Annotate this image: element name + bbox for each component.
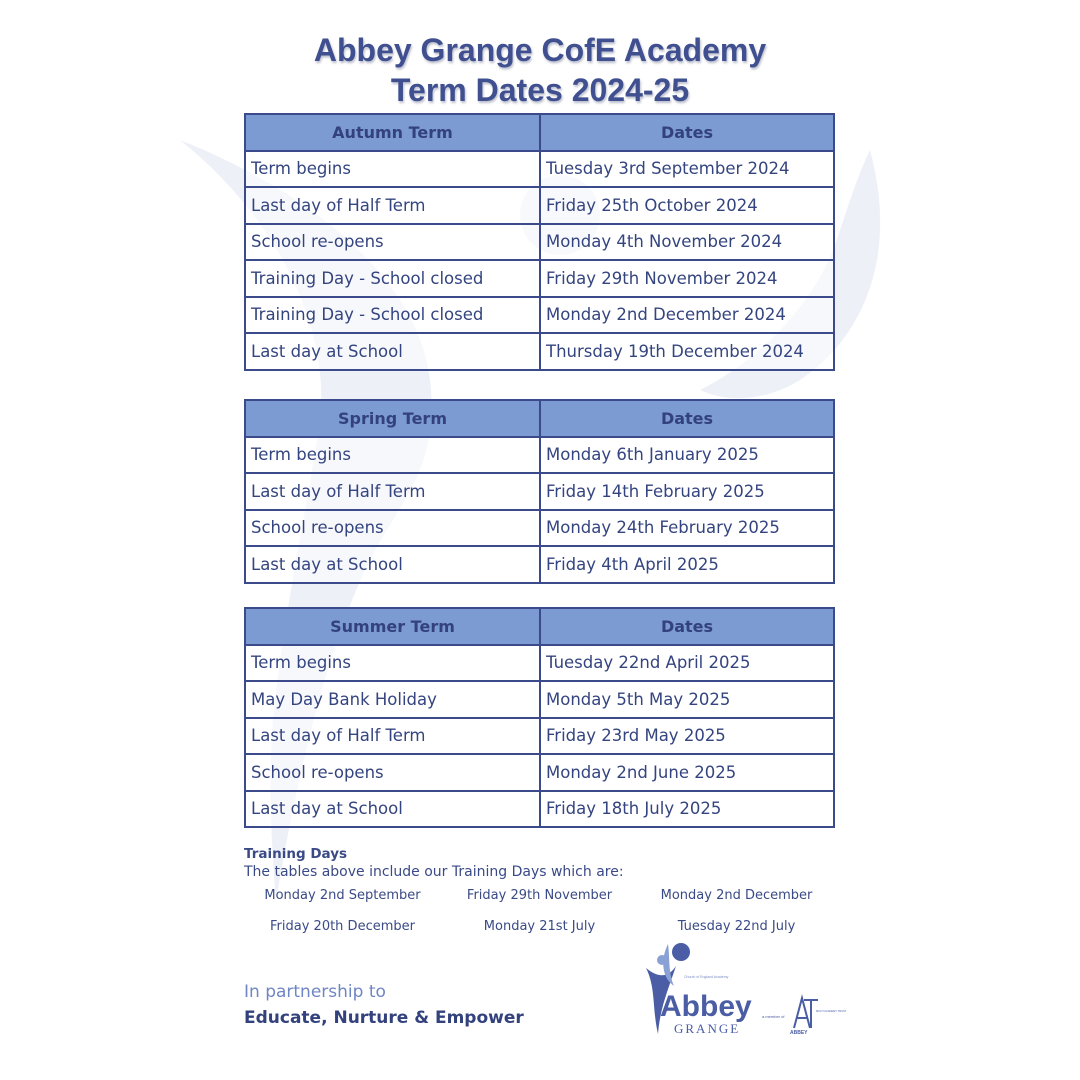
- event-cell: Term begins: [245, 437, 540, 474]
- partnership-text: In partnership to: [244, 982, 386, 1002]
- date-cell: Friday 18th July 2025: [540, 791, 834, 828]
- table-row: [245, 546, 834, 583]
- date-cell: Tuesday 22nd April 2025: [540, 645, 834, 682]
- event-cell: Last day of Half Term: [245, 718, 540, 755]
- training-day: Monday 2nd December: [660, 888, 813, 903]
- event-cell: Last day at School: [245, 791, 540, 828]
- event-cell: Last day of Half Term: [245, 473, 540, 510]
- event-cell: School re-opens: [245, 224, 540, 261]
- event-cell: Training Day - School closed: [245, 297, 540, 334]
- table-row: [245, 151, 834, 188]
- table-row: [245, 791, 834, 828]
- table-row: [245, 224, 834, 261]
- date-cell: Friday 29th November 2024: [540, 260, 834, 297]
- school-motto: Educate, Nurture & Empower: [244, 1008, 524, 1028]
- logo-wordmark-abbey: Abbey: [660, 990, 752, 1023]
- date-cell: Monday 2nd December 2024: [540, 297, 834, 334]
- event-cell: School re-opens: [245, 510, 540, 547]
- table-header-row: [245, 400, 834, 437]
- table-row: [245, 510, 834, 547]
- trust-prefix-text: a member of: [762, 1014, 785, 1019]
- date-cell: Monday 5th May 2025: [540, 681, 834, 718]
- event-cell: Term begins: [245, 645, 540, 682]
- training-day: Friday 20th December: [270, 919, 415, 934]
- trust-sub-text: MULTI ACADEMY TRUST: [816, 1010, 847, 1013]
- training-days-heading: Training Days: [244, 846, 348, 862]
- table-row: [245, 297, 834, 334]
- dates-heading: Dates: [540, 608, 834, 645]
- date-cell: Thursday 19th December 2024: [540, 333, 834, 370]
- date-cell: Monday 6th January 2025: [540, 437, 834, 474]
- dates-heading: Dates: [540, 400, 834, 437]
- table-row: [245, 473, 834, 510]
- trust-name-text: ABBEY: [790, 1030, 808, 1036]
- dates-heading: Dates: [540, 114, 834, 151]
- date-cell: Tuesday 3rd September 2024: [540, 151, 834, 188]
- page-title-line-2: Term Dates 2024-25: [390, 72, 690, 108]
- date-cell: Monday 24th February 2025: [540, 510, 834, 547]
- date-cell: Monday 2nd June 2025: [540, 754, 834, 791]
- training-days-intro: The tables above include our Training Days which are:: [244, 864, 624, 880]
- event-cell: Last day at School: [245, 546, 540, 583]
- table-row: [245, 333, 834, 370]
- logo-arc-text: Church of England Academy: [684, 975, 729, 979]
- trust-emblem-icon: [794, 998, 818, 1028]
- summer-term-table: [244, 607, 835, 828]
- table-header-row: [245, 114, 834, 151]
- event-cell: Term begins: [245, 151, 540, 188]
- date-cell: Monday 4th November 2024: [540, 224, 834, 261]
- event-cell: Last day at School: [245, 333, 540, 370]
- term-heading: Summer Term: [245, 608, 540, 645]
- table-row: [245, 187, 834, 224]
- date-cell: Friday 25th October 2024: [540, 187, 834, 224]
- training-days-list: [244, 886, 835, 937]
- table-row: [245, 718, 834, 755]
- autumn-term-table: [244, 113, 835, 371]
- date-cell: Friday 14th February 2025: [540, 473, 834, 510]
- page-title-line-1: Abbey Grange CofE Academy: [313, 32, 767, 68]
- training-day: Monday 21st July: [483, 919, 596, 934]
- term-heading: Autumn Term: [245, 114, 540, 151]
- date-cell: Friday 23rd May 2025: [540, 718, 834, 755]
- multi-academy-trust-logo: [760, 992, 847, 1036]
- spring-term-table: [244, 399, 835, 584]
- event-cell: May Day Bank Holiday: [245, 681, 540, 718]
- table-row: [245, 681, 834, 718]
- table-row: [245, 437, 834, 474]
- event-cell: School re-opens: [245, 754, 540, 791]
- training-day: Friday 29th November: [466, 888, 613, 903]
- logo-wordmark-grange: GRANGE: [674, 1021, 741, 1036]
- term-heading: Spring Term: [245, 400, 540, 437]
- date-cell: Friday 4th April 2025: [540, 546, 834, 583]
- table-header-row: [245, 608, 834, 645]
- table-row: [245, 645, 834, 682]
- event-cell: Training Day - School closed: [245, 260, 540, 297]
- table-row: [245, 754, 834, 791]
- training-day: Monday 2nd September: [264, 888, 421, 903]
- table-row: [245, 260, 834, 297]
- training-day: Tuesday 22nd July: [677, 919, 796, 934]
- event-cell: Last day of Half Term: [245, 187, 540, 224]
- abbey-grange-logo: [638, 938, 758, 1038]
